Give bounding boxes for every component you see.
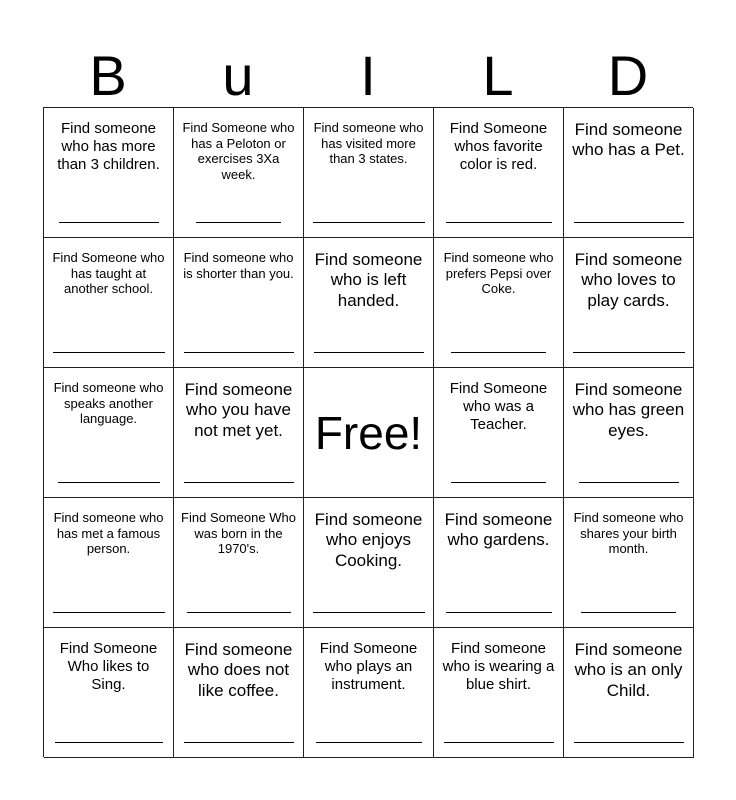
- bingo-cell: [564, 238, 694, 368]
- bingo-cell: [44, 108, 174, 238]
- signature-line: [313, 222, 425, 223]
- signature-line: [53, 612, 165, 613]
- signature-line: [184, 482, 294, 483]
- signature-line: [58, 482, 160, 483]
- signature-line: [451, 352, 546, 353]
- bingo-cell: [434, 628, 564, 758]
- header-letter: u: [222, 44, 254, 107]
- cell-prompt: Find Someone Who likes to Sing.: [59, 640, 158, 693]
- signature-line: [444, 742, 554, 743]
- bingo-cell: [564, 108, 694, 238]
- bingo-cell: [44, 238, 174, 368]
- cell-prompt: Find Someone Who was born in the 1970's.: [181, 510, 296, 557]
- cell-prompt: Find someone who is left handed.: [314, 250, 423, 310]
- cell-prompt: Find someone who loves to play cards.: [574, 250, 683, 310]
- bingo-cell: [564, 498, 694, 628]
- signature-line: [59, 222, 159, 223]
- signature-line: [574, 222, 684, 223]
- cell-prompt: Find someone who is shorter than you.: [183, 250, 294, 281]
- cell-prompt: Find someone who does not like coffee.: [184, 640, 293, 700]
- bingo-cell: [174, 628, 304, 758]
- cell-prompt: Find Someone who has taught at another school.: [52, 250, 165, 297]
- cell-prompt: Find someone who gardens.: [444, 510, 553, 550]
- bingo-cell: [44, 498, 174, 628]
- bingo-cell: [304, 498, 434, 628]
- bingo-cell: [304, 238, 434, 368]
- signature-line: [187, 612, 291, 613]
- bingo-cell: [564, 368, 694, 498]
- signature-line: [579, 482, 679, 483]
- signature-line: [446, 222, 552, 223]
- bingo-cell: [304, 108, 434, 238]
- signature-line: [446, 612, 552, 613]
- bingo-cell: [174, 238, 304, 368]
- signature-line: [184, 742, 294, 743]
- signature-line: [196, 222, 281, 223]
- cell-prompt: Find someone who has more than 3 children.: [57, 120, 160, 173]
- signature-line: [573, 352, 685, 353]
- cell-prompt: Find someone who enjoys Cooking.: [314, 510, 423, 570]
- header-letter: I: [360, 44, 376, 107]
- cell-prompt: Find Someone who was a Teacher.: [449, 380, 548, 433]
- signature-line: [55, 742, 163, 743]
- cell-prompt: Find someone who has visited more than 3 states.: [313, 120, 424, 167]
- header-letter: D: [607, 44, 649, 107]
- signature-line: [451, 482, 546, 483]
- cell-prompt: Find someone who is wearing a blue shirt.: [442, 640, 555, 693]
- signature-line: [316, 742, 422, 743]
- signature-line: [53, 352, 165, 353]
- bingo-header: [43, 44, 693, 108]
- cell-prompt: Find someone who shares your birth month.: [573, 510, 684, 557]
- signature-line: [184, 352, 294, 353]
- header-letter: B: [89, 44, 127, 107]
- header-letter: L: [482, 44, 514, 107]
- cell-prompt: Find someone who has a Pet.: [572, 120, 685, 160]
- cell-prompt: Find someone who has green eyes.: [572, 380, 685, 440]
- cell-prompt: Find someone who you have not met yet.: [184, 380, 293, 440]
- cell-prompt: Find someone who has met a famous person.: [53, 510, 164, 557]
- signature-line: [581, 612, 676, 613]
- signature-line: [574, 742, 684, 743]
- bingo-cell: [44, 628, 174, 758]
- cell-prompt: Find Someone who has a Peloton or exercises 3Xa week.: [182, 120, 295, 182]
- bingo-cell: [434, 238, 564, 368]
- signature-line: [314, 352, 424, 353]
- bingo-cell: [564, 628, 694, 758]
- bingo-cell: [434, 108, 564, 238]
- bingo-cell: [304, 628, 434, 758]
- bingo-cell: [174, 108, 304, 238]
- cell-prompt: Find someone who is an only Child.: [574, 640, 683, 700]
- signature-line: [313, 612, 425, 613]
- bingo-cell: [174, 498, 304, 628]
- bingo-cell: [434, 368, 564, 498]
- bingo-cell: [44, 368, 174, 498]
- bingo-cell: [174, 368, 304, 498]
- cell-prompt: Find someone who speaks another language.: [53, 380, 164, 427]
- free-space-label: Free!: [314, 406, 423, 459]
- free-space-cell: [304, 368, 434, 498]
- bingo-cell: [434, 498, 564, 628]
- cell-prompt: Find Someone whos favorite color is red.: [449, 120, 548, 173]
- bingo-grid: [43, 107, 693, 757]
- cell-prompt: Find Someone who plays an instrument.: [319, 640, 418, 693]
- cell-prompt: Find someone who prefers Pepsi over Coke.: [443, 250, 554, 297]
